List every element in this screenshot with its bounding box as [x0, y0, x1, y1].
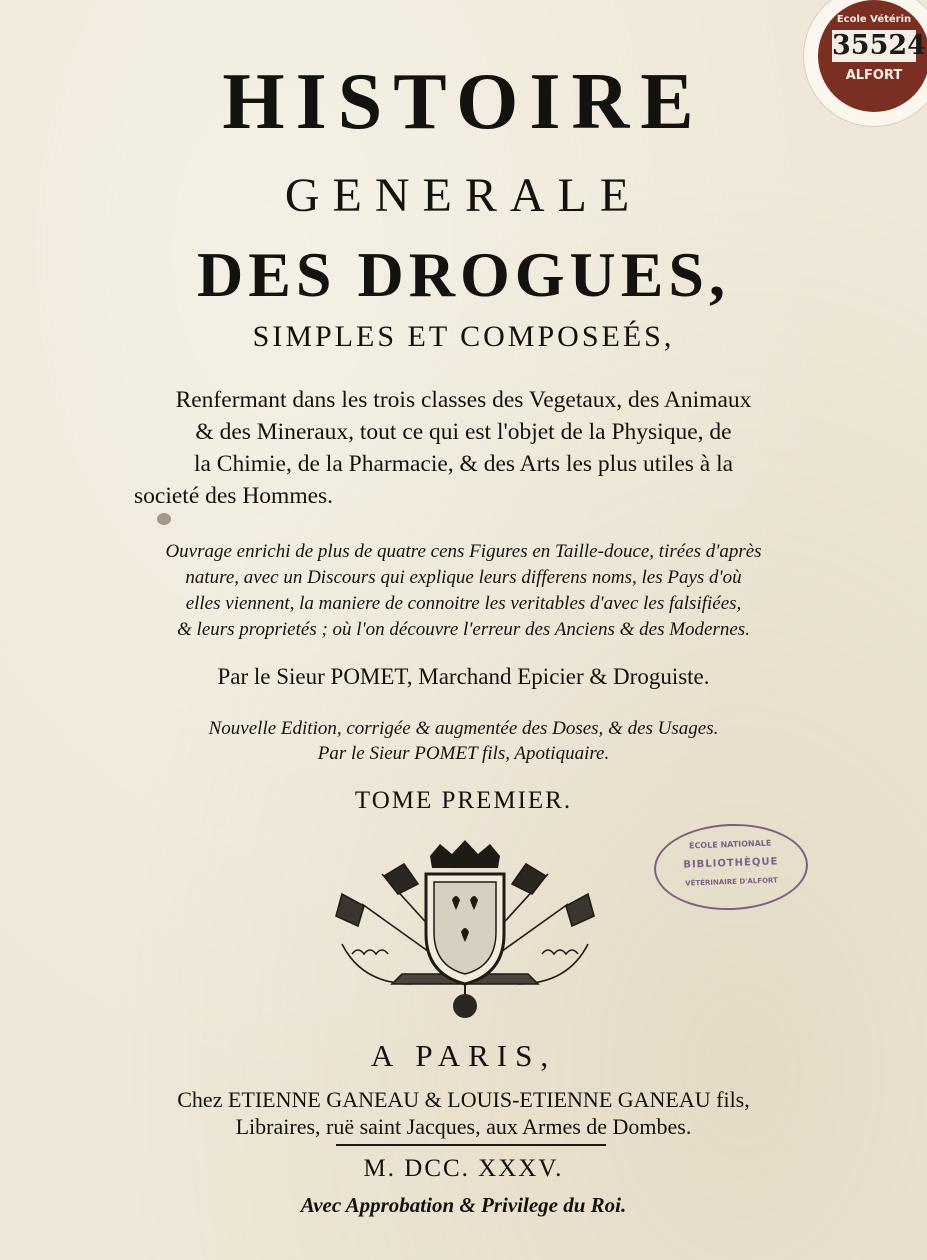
school-stamp-city: ALFORT — [845, 68, 903, 83]
description-line: societé des Hommes. — [134, 483, 334, 509]
edition-line: Nouvelle Edition, corrigée & augmentée des Doses, & des Usages. — [208, 718, 719, 739]
italic-line: elles viennent, la maniere de connoitre les veritables d'avec les falsifiées, — [185, 593, 742, 614]
publisher-block — [0, 1086, 927, 1140]
author-line: Par le Sieur POMET, Marchand Epicier & Droguiste. — [217, 664, 710, 689]
flag-right — [512, 864, 546, 894]
ink-smudge — [157, 513, 171, 525]
description-line: & des Mineraux, tout ce qui est l'objet de la Physique, de — [195, 419, 732, 445]
description-line: la Chimie, de la Pharmacie, & des Arts les plus utiles à la — [193, 451, 734, 477]
edition-block — [0, 716, 927, 766]
library-stamp-line: BIBLIOTHÈQUE — [683, 856, 779, 871]
royal-arms-emblem — [322, 834, 608, 1022]
library-stamp — [653, 821, 810, 912]
school-stamp-label: Ecole Vétérin — [836, 14, 912, 25]
imprint-city: A PARIS, — [370, 1038, 557, 1073]
italic-subtitle-block — [0, 539, 927, 643]
flag-left — [384, 864, 418, 894]
imprint-date: M. DCC. XXXV. — [363, 1155, 564, 1182]
approbation-line: Avec Approbation & Privilege du Roi. — [300, 1193, 627, 1217]
divider-rule — [336, 1144, 606, 1146]
title-line-histoire: HISTOIRE — [222, 58, 705, 146]
volume-label: TOME PREMIER. — [354, 787, 573, 814]
publisher-line: Chez ETIENNE GANEAU & LOUIS-ETIENNE GANEAU fils, — [177, 1087, 750, 1112]
library-stamp-line: ÉCOLE NATIONALE — [688, 838, 772, 851]
inventory-number: 35524 — [832, 30, 926, 61]
edition-line: Par le Sieur POMET fils, Apotiquaire. — [317, 743, 610, 764]
orb-icon — [453, 994, 477, 1018]
title-line-simples: SIMPLES ET COMPOSEÉS, — [252, 320, 675, 353]
italic-line: Ouvrage enrichi de plus de quatre cens Figures en Taille-douce, tirées d'après — [165, 541, 762, 562]
school-stamp-seal — [818, 0, 927, 112]
publisher-line: Libraires, ruë saint Jacques, aux Armes de Dombes. — [235, 1114, 692, 1139]
library-stamp-line: VÉTÉRINAIRE D'ALFORT — [685, 876, 778, 888]
title-line-generale: GENERALE — [284, 169, 643, 222]
crown-icon — [430, 840, 500, 868]
title-line-des-drogues: DES DROGUES, — [197, 239, 730, 310]
description-block — [0, 384, 927, 512]
italic-line: & leurs proprietés ; où l'on découvre l'erreur des Anciens & des Modernes. — [177, 619, 750, 640]
description-line: Renfermant dans les trois classes des Vegetaux, des Animaux — [175, 387, 752, 413]
italic-line: nature, avec un Discours qui explique leurs differens noms, les Pays d'où — [185, 567, 742, 588]
